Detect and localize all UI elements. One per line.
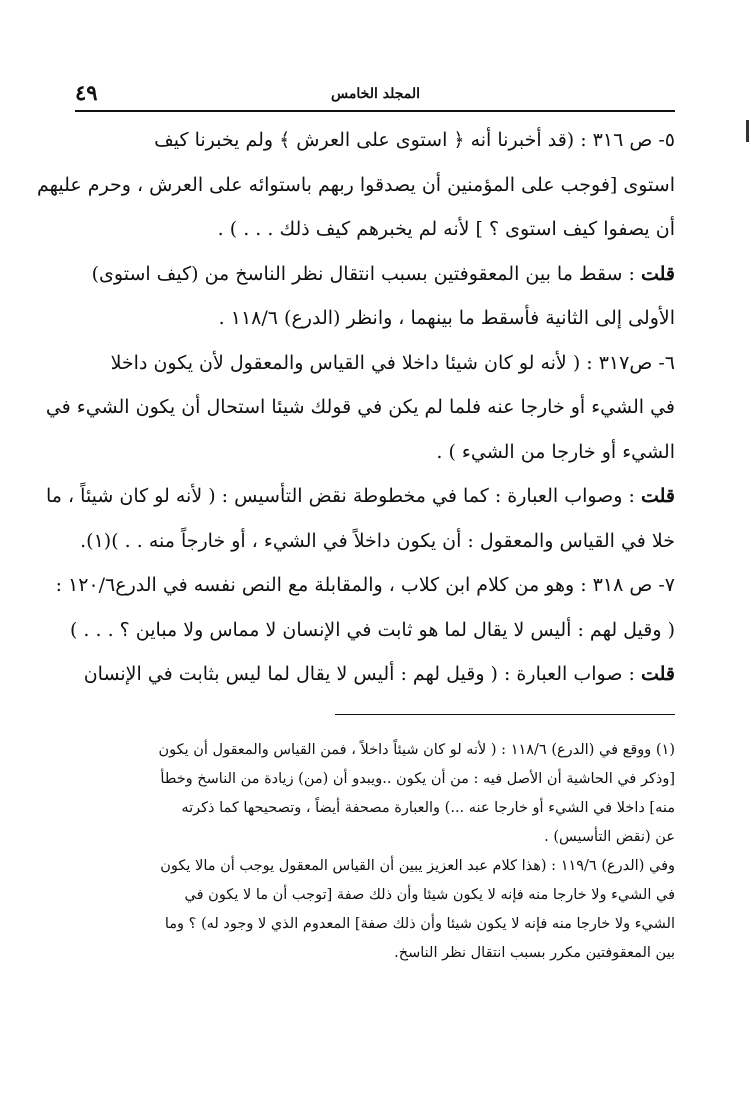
text-line: ٥- ص ٣١٦ : (قد أخبرنا أنه ﴿ استوى على العرش ﴾ ولم يخبرنا كيف bbox=[154, 129, 675, 151]
paragraph-6 bbox=[45, 341, 675, 475]
text-line: الشيء أو خارجا من الشيء ) . bbox=[436, 440, 675, 463]
paragraph-5 bbox=[37, 118, 675, 252]
main-text bbox=[37, 118, 675, 697]
page-number: ٤٩ bbox=[75, 80, 98, 105]
text-run: : وصواب العبارة : كما في مخطوطة نقض التأسيس : ( لأنه لو كان شيئاً ، ما bbox=[45, 485, 635, 507]
footnote-line: عن (نقض التأسيس) . bbox=[544, 829, 675, 845]
footnote-line: منه] داخلا في الشيء أو خارجا عنه ...) والعبارة مصحفة أيضاً ، وتصحيحها كما ذكرته bbox=[181, 800, 675, 816]
text-line: ( وقيل لهم : أليس لا يقال لما هو ثابت في الإنسان لا مماس ولا مباين ؟ . . . ) bbox=[69, 618, 675, 641]
footnotes bbox=[75, 736, 675, 968]
text-line: ٧- ص ٣١٨ : وهو من كلام ابن كلاب ، والمقابلة مع النص نفسه في الدرع١٢٠/٦ : bbox=[55, 574, 675, 596]
text-line: ٦- ص٣١٧ : ( لأنه لو كان شيئا داخلا في القياس والمعقول لأن يكون داخلا bbox=[110, 351, 675, 374]
text-line: في الشيء أو خارجا عنه فلما لم يكن في قولك شيئا استحال أن يكون الشيء في bbox=[45, 396, 675, 418]
comment-paragraph bbox=[45, 474, 675, 563]
footnote-rule bbox=[335, 714, 675, 715]
text-line: استوى [فوجب على المؤمنين أن يصدقوا ربهم باستوائه على العرش ، وحرم عليهم bbox=[37, 173, 675, 196]
footnote-line: وفي (الدرع) ١١٩/٦ : (هذا كلام عبد العزيز يبين أن القياس المعقول يوجب أن مالا يكون bbox=[160, 858, 675, 874]
text-line: أن يصفوا كيف استوى ؟ ] لأنه لم يخبرهم كيف ذلك . . . ) . bbox=[217, 218, 675, 240]
text-line bbox=[75, 252, 675, 297]
footnote-line: في الشيء ولا خارجا منه فإنه لا يكون شيئا وأن ذلك صفة [توجب أن ما لا يكون في bbox=[184, 887, 675, 903]
text-line bbox=[75, 652, 675, 697]
comment-paragraph bbox=[75, 252, 675, 341]
comment-paragraph bbox=[75, 652, 675, 697]
footnote-line: الشيء ولا خارجا منه فإنه لا يكون شيئا وأن ذلك صفة] المعدوم الذي لا وجود له) ؟ وما bbox=[164, 916, 675, 932]
paragraph-7 bbox=[55, 563, 675, 652]
text-line: خلا في القياس والمعقول : أن يكون داخلاً في الشيء ، أو خارجاً منه . . )(١). bbox=[80, 529, 675, 552]
comment-label: قلت bbox=[640, 663, 675, 685]
page-header bbox=[75, 78, 675, 108]
header-rule bbox=[75, 110, 675, 112]
text-run: : سقط ما بين المعقوفتين بسبب انتقال نظر الناسخ من (كيف استوى) bbox=[91, 262, 635, 285]
text-run: : صواب العبارة : ( وقيل لهم : أليس لا يقال لما ليس بثابت في الإنسان bbox=[83, 663, 635, 685]
comment-label: قلت bbox=[640, 262, 675, 285]
footnote-1 bbox=[75, 736, 675, 852]
footnote-line: [وذكر في الحاشية أن الأصل فيه : من أن يكون ..ويبدو أن (من) زيادة من الناسخ وخطأ bbox=[160, 771, 675, 787]
volume-title: المجلد الخامس bbox=[331, 86, 420, 102]
text-line: الأولى إلى الثانية فأسقط ما بينهما ، وانظر (الدرع) ١١٨/٦ . bbox=[218, 307, 675, 329]
footnote-continuation bbox=[75, 852, 675, 968]
footnote-line: بين المعقوفتين مكرر بسبب انتقال نظر الناسخ. bbox=[394, 945, 675, 961]
comment-label: قلت bbox=[640, 485, 675, 507]
scan-edge-mark bbox=[746, 120, 749, 142]
text-line bbox=[45, 474, 675, 519]
footnote-line: (١) ووقع في (الدرع) ١١٨/٦ : ( لأنه لو كان شيئاً داخلاً ، فمن القياس والمعقول أن يكون bbox=[158, 742, 675, 758]
